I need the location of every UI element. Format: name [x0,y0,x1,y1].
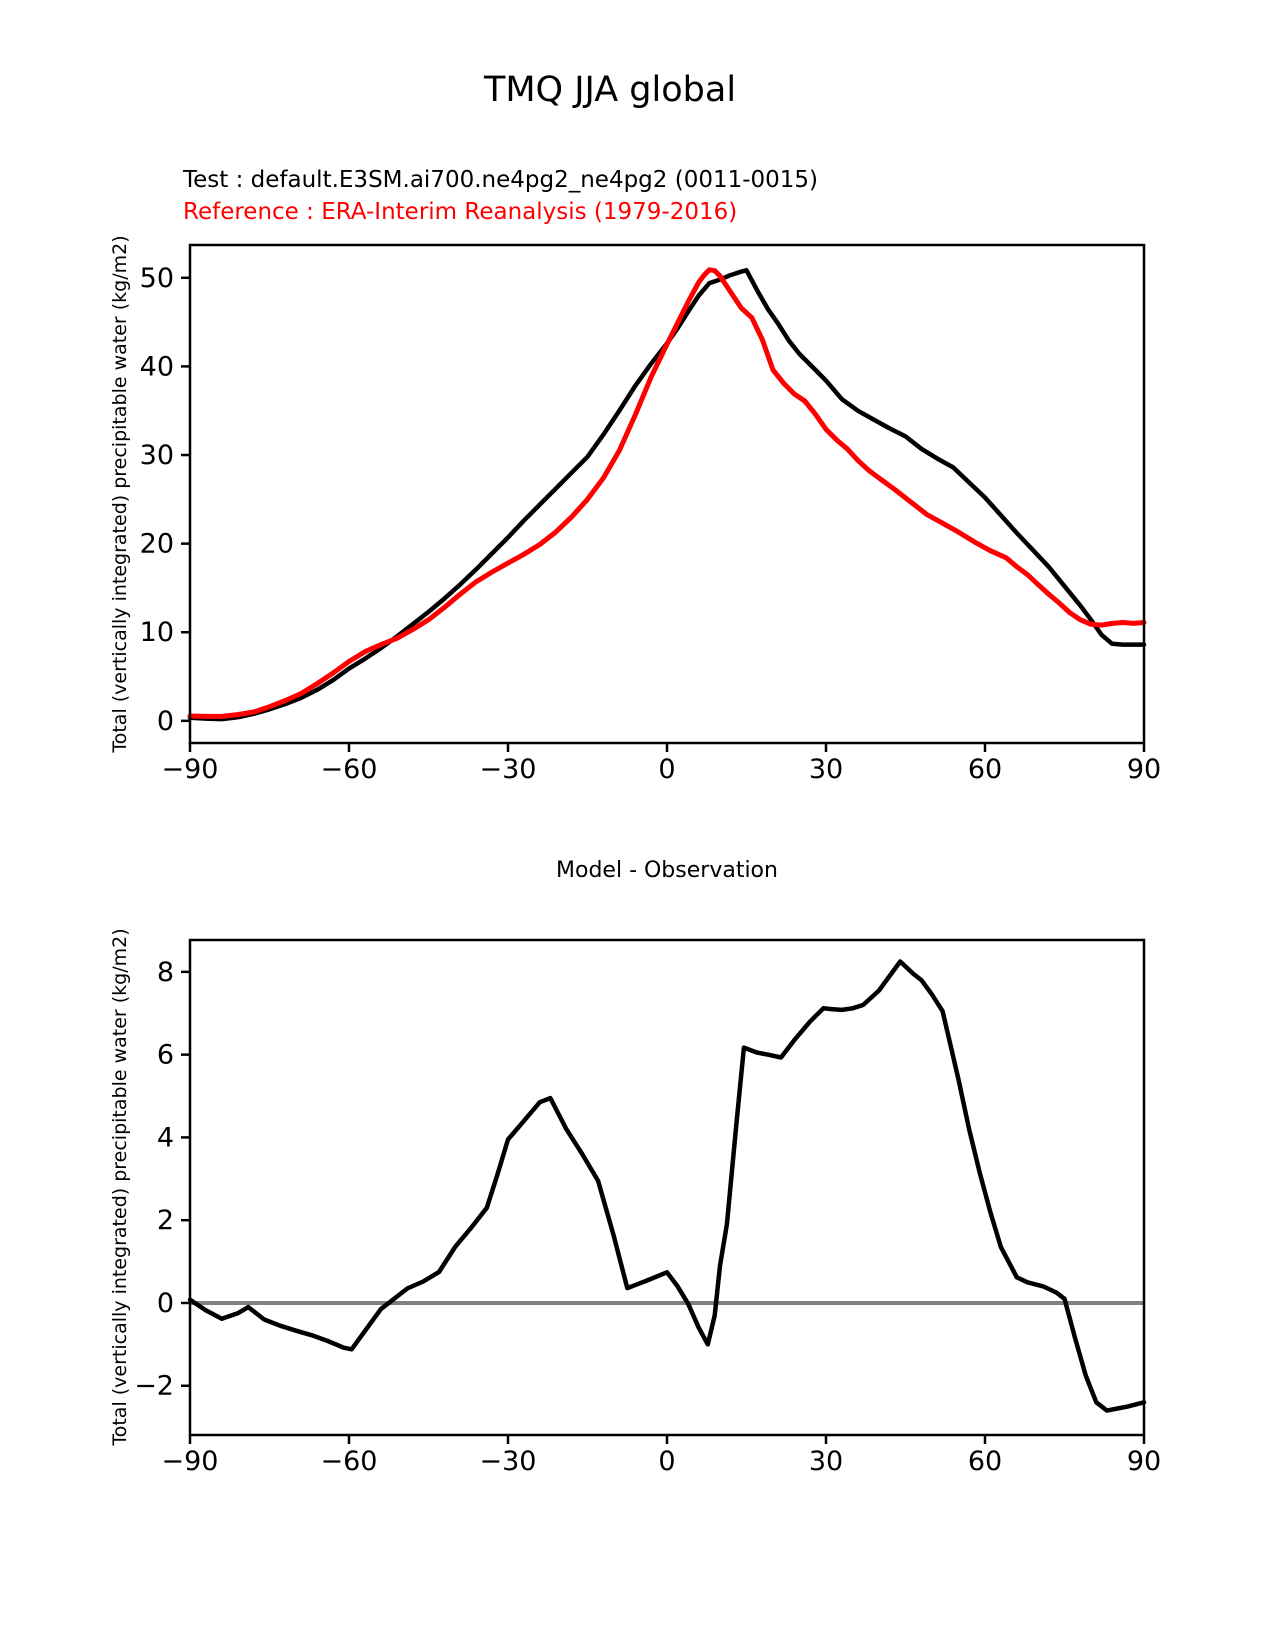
y-tick-label: 30 [139,440,174,472]
y-tick-label: 10 [139,617,174,649]
test-header-label: Test : default.E3SM.ai700.ne4pg2_ne4pg2 (0011-0015) [183,167,819,193]
top-chart [140,245,1162,785]
reference-header-label: Reference : ERA-Interim Reanalysis (1979-2016) [183,199,738,225]
x-tick-label: 90 [1126,1446,1162,1477]
x-tick-label: 0 [658,754,676,785]
y-tick-label: 2 [156,1205,174,1237]
x-tick-label: −60 [320,1446,378,1477]
x-tick-label: −90 [161,1446,219,1477]
plot-frame [190,245,1144,743]
bottom-chart [134,940,1161,1477]
y-tick-label: 0 [156,705,174,737]
x-tick-label: 90 [1126,754,1162,785]
series-line-diff [190,962,1144,1411]
x-tick-label: −30 [479,754,537,785]
y-tick-label: 0 [156,1287,174,1319]
y-tick-label: 4 [156,1122,174,1154]
figure-title: TMQ JJA global [483,70,737,110]
x-tick-label: 30 [808,1446,844,1477]
y-tick-label: 40 [139,351,174,383]
plot-frame [190,940,1144,1435]
x-tick-label: 30 [808,754,844,785]
series-line-test [190,270,1144,719]
y-tick-label: 50 [139,262,174,294]
x-tick-label: −30 [479,1446,537,1477]
x-tick-label: 60 [967,754,1003,785]
bottom-y-axis-label: Total (vertically integrated) precipitable water (kg/m2) [109,928,131,1446]
x-tick-label: −90 [161,754,219,785]
x-tick-label: −60 [320,754,378,785]
x-tick-label: 0 [658,1446,676,1477]
y-tick-label: 20 [139,528,174,560]
y-tick-label: 8 [156,956,174,988]
top-y-axis-label: Total (vertically integrated) precipitable water (kg/m2) [109,235,131,753]
series-line-reference [190,270,1144,717]
y-tick-label: −2 [134,1370,174,1402]
bottom-chart-title: Model - Observation [556,858,778,883]
x-tick-label: 60 [967,1446,1003,1477]
y-tick-label: 6 [156,1039,174,1071]
